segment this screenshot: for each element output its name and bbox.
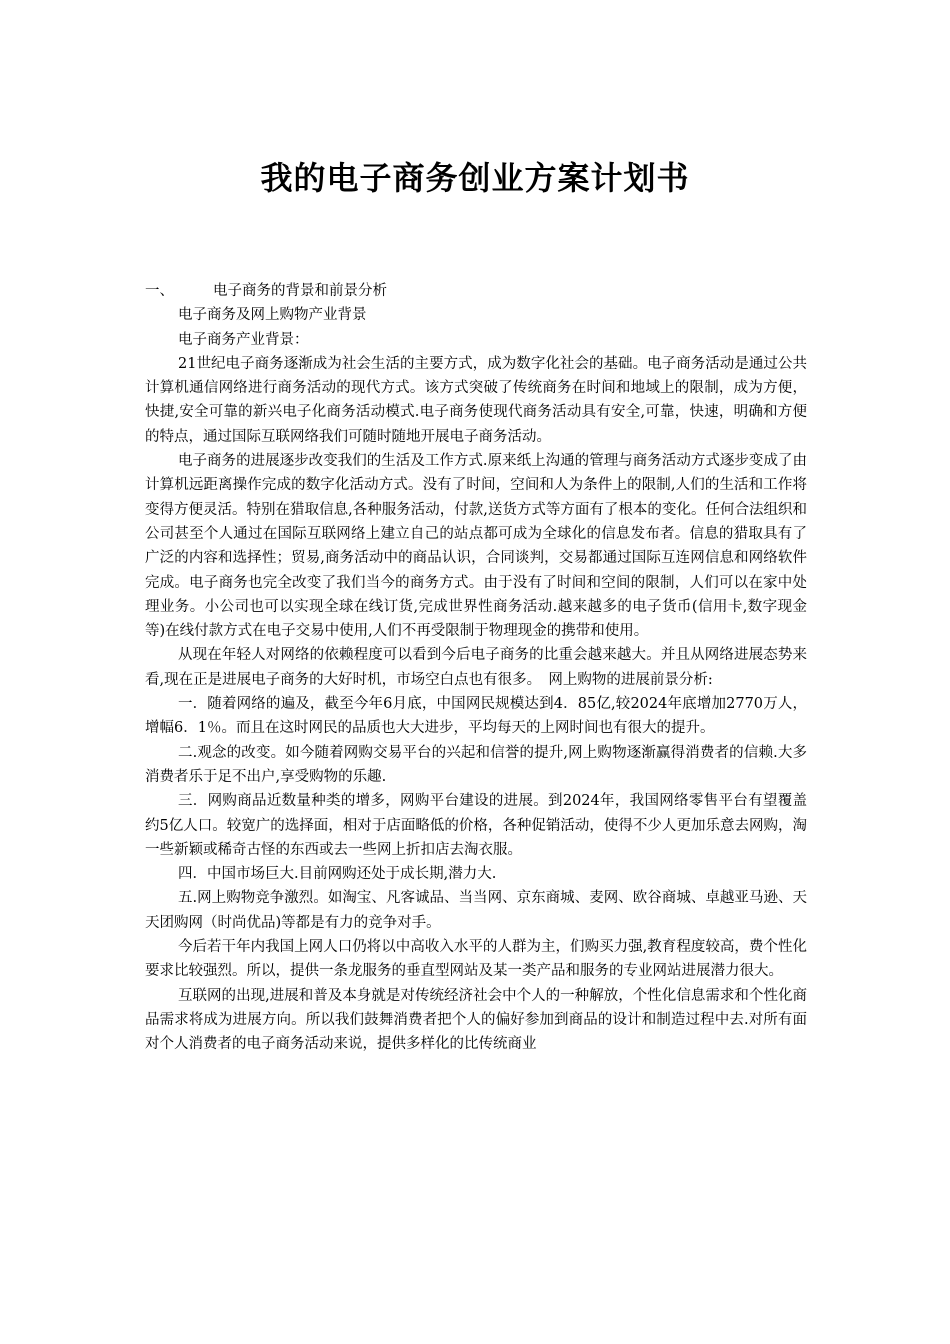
paragraph-point-5: 五.网上购物竞争激烈。如淘宝、凡客诚品、当当网、京东商城、麦网、欧谷商城、卓越亚马逊、天天团购网（时尚优品)等都是有力的竞争对手。: [145, 890, 807, 931]
document-body: [145, 279, 807, 1057]
section-heading: [145, 279, 807, 303]
paragraph-point-1: 一．随着网络的遍及，截至今年6月底，中国网民规模达到4．85亿,较2024年底增加2770万人，增幅6．1％。而且在这时网民的品质也大大进步，平均每天的上网时间也有很大的提升。: [145, 696, 807, 737]
document-title: 我的电子商务创业方案计划书: [260, 159, 690, 197]
paragraph-future-users: 今后若干年内我国上网人口仍将以中高收入水平的人群为主，们购买力强,教育程度较高，费个性化要求比较强烈。所以，提供一条龙服务的垂直型网站及某一类产品和服务的专业网站进展潜力很大。: [145, 939, 807, 980]
paragraph-intro: 21世纪电子商务逐渐成为社会生活的主要方式，成为数字化社会的基础。电子商务活动是通过公共计算机通信网络进行商务活动的现代方式。该方式突破了传统商务在时间和地域上的限制，成为方便，快捷,安全可靠的新兴电子化商务活动模式.电子商务使现代商务活动具有安全,可靠，快速，明确和方便的特点，通过国际互联网络我们可随时随地开展电子商务活动。: [145, 355, 807, 445]
section-number: 一、: [145, 283, 174, 299]
paragraph-outlook: 从现在年轻人对网络的依赖程度可以看到今后电子商务的比重会越来越大。并且从网络进展态势来看,现在正是进展电子商务的大好时机，市场空白点也有很多。 网上购物的进展前景分析:: [145, 647, 807, 688]
subheading-industry-background: 电子商务产业背景：: [178, 331, 309, 348]
paragraph-point-4: 四．中国市场巨大.目前网购还处于成长期,潜力大.: [178, 866, 497, 883]
paragraph-point-3: 三．网购商品近数量种类的增多，网购平台建设的进展。到2024年，我国网络零售平台有望覆盖约5亿人口。较宽广的选择面，相对于店面略低的价格，各种促销活动，使得不少人更加乐意去网购，淘一些新颖或稀奇古怪的东西或去一些网上折扣店去淘衣服。: [145, 793, 807, 858]
section-heading-text: 电子商务的背景和前景分析: [213, 283, 387, 299]
paragraph-development: 电子商务的进展逐步改变我们的生活及工作方式.原来纸上沟通的管理与商务活动方式逐步变成了由计算机远距离操作完成的数字化活动方式。没有了时间，空间和人为条件上的限制,人们的生活和工作将变得方便灵活。特别在猎取信息,各种服务活动，付款,送货方式等方面有了根本的变化。任何合法组织和公司甚至个人通过在国际互联网络上建立自己的站点都可成为全球化的信息发布者。信息的猎取具有了广泛的内容和选择性；贸易,商务活动中的商品认识，合同谈判，交易都通过国际互连网信息和网络软件完成。电子商务也完全改变了我们当今的商务方式。由于没有了时间和空间的限制，人们可以在家中处理业务。小公司也可以实现全球在线订货,完成世界性商务活动.越来越多的电子货币(信用卡,数字现金等)在线付款方式在电子交易中使用,人们不再受限制于物理现金的携带和使用。: [145, 453, 807, 640]
subheading-ecommerce-shopping: 电子商务及网上购物产业背景: [178, 307, 367, 324]
paragraph-point-2: 二.观念的改变。如今随着网购交易平台的兴起和信誉的提升,网上购物逐渐赢得消费者的信赖.大多消费者乐于足不出户,享受购物的乐趣.: [145, 744, 807, 785]
paragraph-internet-personalization: 互联网的出现,进展和普及本身就是对传统经济社会中个人的一种解放，个性化信息需求和个性化商品需求将成为进展方向。所以我们鼓舞消费者把个人的偏好参加到商品的设计和制造过程中去.对所有面对个人消费者的电子商务活动来说，提供多样化的比传统商业: [145, 987, 807, 1053]
